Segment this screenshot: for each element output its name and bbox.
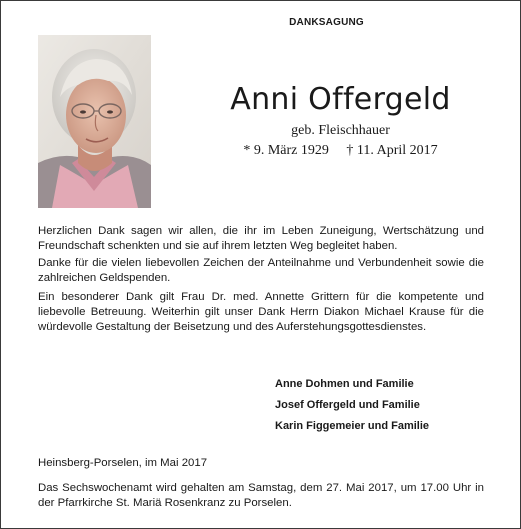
family-signature: Anne Dohmen und Familie [275,378,414,390]
thanks-paragraph-3: Ein besonderer Dank gilt Frau Dr. med. Annette Grittern für die kompetente und liebevolle Betreuung. Weiterhin gilt unser Dank Herrn Diakon Michael Krause für die würdevolle Gestaltung der Beisetzung und des Auferstehungsgottesdienstes. [38,291,484,333]
deceased-name: Anni Offergeld [230,82,451,117]
birth-date: * 9. März 1929 [243,143,329,158]
life-dates [160,143,521,159]
death-date: † 11. April 2017 [346,143,438,158]
thanks-paragraph-1: Herzlichen Dank sagen wir allen, die ihr im Leben Zuneigung, Wertschätzung und Freundschaft schenkten und sie auf ihrem letzten Weg begleitet haben. [38,225,484,252]
family-signature: Josef Offergeld und Familie [275,399,420,411]
portrait-photo [38,35,151,208]
family-signature: Karin Figgemeier und Familie [275,420,430,432]
notice-heading: DANKSAGUNG [289,17,364,28]
maiden-name: geb. Fleischhauer [291,123,390,138]
thanks-paragraph-2: Danke für die vielen liebevollen Zeichen der Anteilnahme und Verbundenheit sowie die zahlreichen Geldspenden. [38,257,484,284]
place-date: Heinsberg-Porselen, im Mai 2017 [38,457,208,469]
mass-announcement: Das Sechswochenamt wird gehalten am Samstag, dem 27. Mai 2017, um 17.00 Uhr in der Pfarrkirche St. Mariä Rosenkranz zu Porselen. [38,482,484,509]
